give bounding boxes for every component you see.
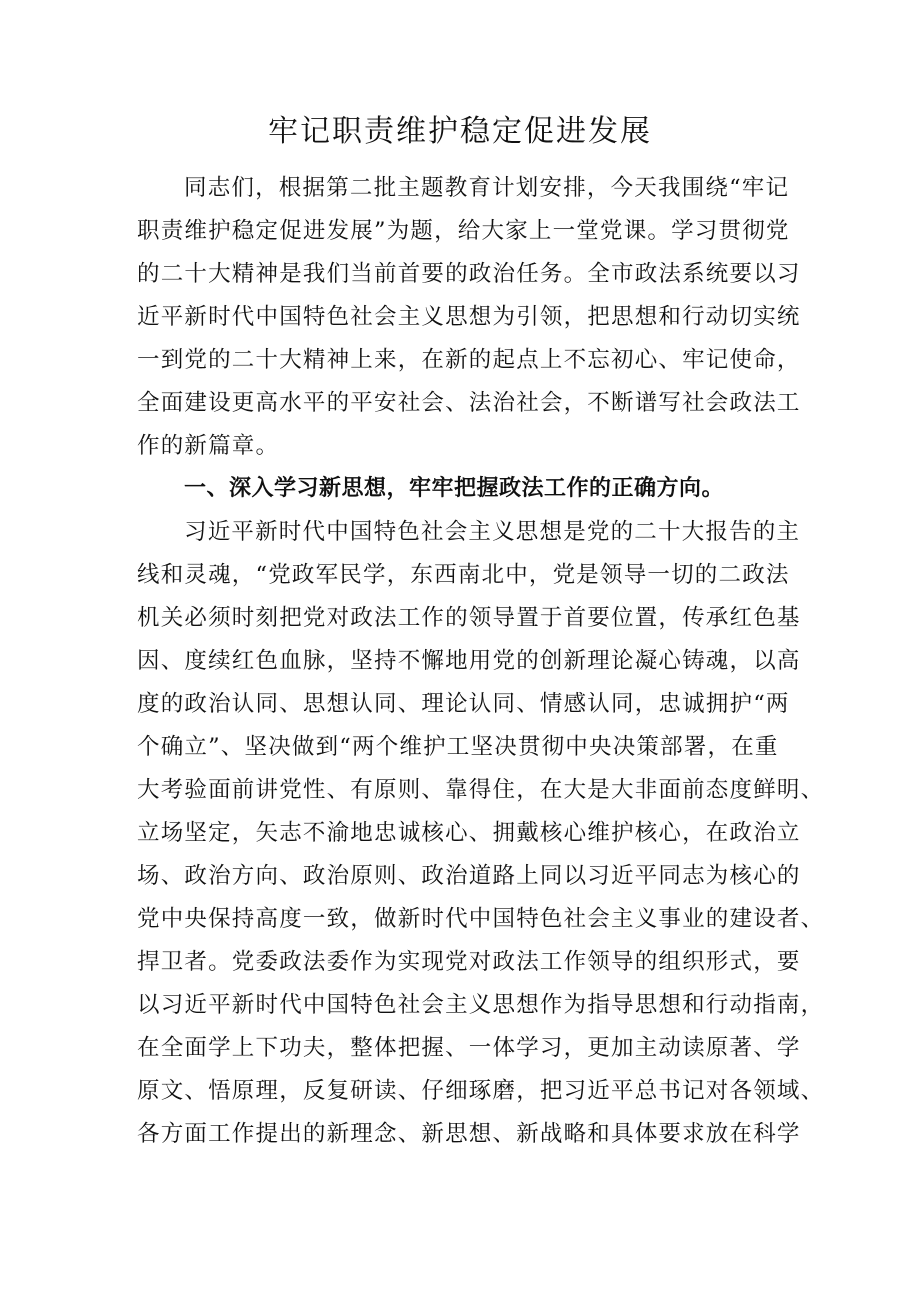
paragraph-line: 的二十大精神是我们当前首要的政治任务。全市政法系统要以习 bbox=[137, 261, 801, 287]
paragraph-line: 场、政治方向、政治原则、政治道路上同以习近平同志为核心的 bbox=[137, 863, 801, 889]
paragraph-line: 同志们，根据第二批主题教育计划安排，今天我围绕“牢记 bbox=[184, 175, 790, 201]
paragraph-line: 捍卫者。党委政法委作为实现党对政法工作领导的组织形式，要 bbox=[137, 949, 801, 975]
paragraph-line: 在全面学上下功夫，整体把握、一体学习，更加主动读原著、学 bbox=[137, 1035, 801, 1061]
paragraph-line: 个确立”、坚决做到“两个维护工坚决贯彻中央决策部署，在重 bbox=[137, 734, 779, 760]
paragraph-line: 职责维护稳定促进发展”为题，给大家上一堂党课。学习贯彻党 bbox=[137, 218, 790, 244]
section-heading: 一、深入学习新思想，牢牢把握政法工作的正确方向。 bbox=[184, 476, 725, 501]
paragraph-line: 党中央保持高度一致，做新时代中国特色社会主义事业的建设者、 bbox=[137, 906, 825, 932]
paragraph-line: 各方面工作提出的新理念、新思想、新战略和具体要求放在科学 bbox=[137, 1121, 801, 1147]
paragraph-line: 全面建设更高水平的平安社会、法治社会，不断谱写社会政法工 bbox=[137, 390, 801, 416]
paragraph-line: 近平新时代中国特色社会主义思想为引领，把思想和行动切实统 bbox=[137, 304, 801, 330]
paragraph-line: 立场坚定，矢志不渝地忠诚核心、拥戴核心维护核心，在政治立 bbox=[137, 820, 801, 846]
paragraph-line: 线和灵魂，“党政军民学，东西南北中，党是领导一切的二政法 bbox=[137, 562, 790, 588]
paragraph-line: 因、度续红色血脉，坚持不懈地用党的创新理论凝心铸魂，以高 bbox=[137, 648, 801, 674]
paragraph-line: 习近平新时代中国特色社会主义思想是党的二十大报告的主 bbox=[184, 519, 801, 545]
paragraph-line: 原文、悟原理，反复研读、仔细琢磨，把习近平总书记对各领域、 bbox=[137, 1078, 825, 1104]
document-title: 牢记职责维护稳定促进发展 bbox=[268, 114, 652, 149]
paragraph-line: 机关必须时刻把党对政法工作的领导置于首要位置，传承红色基 bbox=[137, 605, 801, 631]
paragraph-line: 作的新篇章。 bbox=[137, 433, 280, 459]
paragraph-line: 一到党的二十大精神上来，在新的起点上不忘初心、牢记使命， bbox=[137, 347, 801, 373]
paragraph-line: 以习近平新时代中国特色社会主义思想作为指导思想和行动指南， bbox=[137, 992, 825, 1018]
paragraph-line: 度的政治认同、思想认同、理论认同、情感认同，忠诚拥护“两 bbox=[137, 691, 790, 717]
paragraph-line: 大考验面前讲党性、有原则、靠得住，在大是大非面前态度鲜明、 bbox=[137, 777, 825, 803]
